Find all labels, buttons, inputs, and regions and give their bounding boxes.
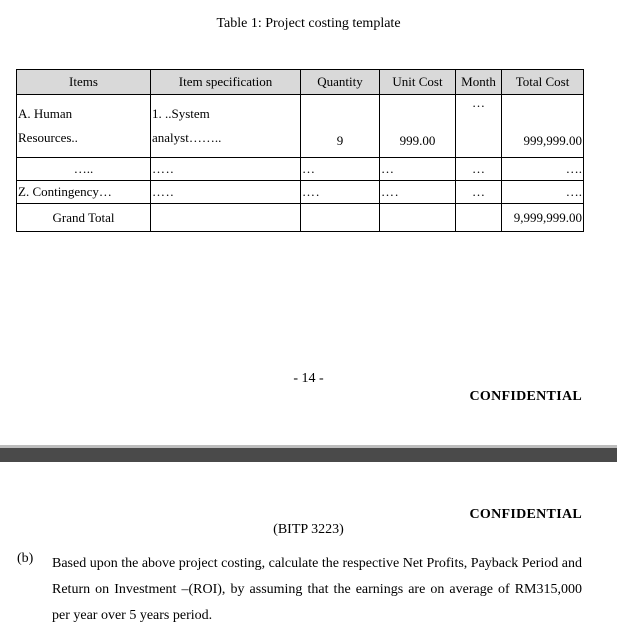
project-costing-table	[16, 69, 584, 232]
cell-month: …	[456, 181, 502, 204]
cell-total-cost: ….	[502, 181, 584, 204]
cell-unit-cost: 999.00	[380, 95, 456, 158]
cell-spec	[151, 95, 301, 158]
table-row	[17, 95, 584, 158]
cell-quantity: ….	[301, 181, 380, 204]
grand-total-value: 9,999,999.00	[502, 204, 584, 232]
cell-total-cost: 999,999.00	[502, 95, 584, 158]
cell-empty	[456, 204, 502, 232]
page-divider	[0, 448, 617, 462]
cell-month: …	[456, 158, 502, 181]
header-quantity: Quantity	[301, 70, 380, 95]
table-header-row	[17, 70, 584, 95]
cell-item	[17, 95, 151, 158]
cell-total-cost: ….	[502, 158, 584, 181]
header-unit-cost: Unit Cost	[380, 70, 456, 95]
cell-quantity: 9	[301, 95, 380, 158]
header-month: Month	[456, 70, 502, 95]
table-row	[17, 181, 584, 204]
cell-month: …	[456, 95, 502, 158]
cell-spec: …..	[151, 181, 301, 204]
cell-unit-cost: …	[380, 158, 456, 181]
confidential-label-bottom: CONFIDENTIAL	[469, 507, 582, 522]
cell-item: …..	[17, 158, 151, 181]
table-caption: Table 1: Project costing template	[216, 16, 401, 31]
cell-unit-cost: ….	[380, 181, 456, 204]
grand-total-label: Grand Total	[17, 204, 151, 232]
header-item-specification: Item specification	[151, 70, 301, 95]
course-code: (BITP 3223)	[273, 522, 344, 537]
cell-empty	[301, 204, 380, 232]
cell-quantity: …	[301, 158, 380, 181]
item-line: A. Human	[18, 106, 73, 121]
cell-empty	[380, 204, 456, 232]
cell-spec: …..	[151, 158, 301, 181]
confidential-label-top: CONFIDENTIAL	[469, 389, 582, 404]
cell-empty	[151, 204, 301, 232]
question-label: (b)	[17, 551, 34, 566]
item-line: Resources..	[18, 130, 78, 145]
cell-item: Z. Contingency…	[17, 181, 151, 204]
page-number: - 14 -	[293, 371, 324, 386]
header-items: Items	[17, 70, 151, 95]
question-text: Based upon the above project costing, calculate the respective Net Profits, Payback Period and Return on Investment –(ROI), by assuming that the earnings are on average of RM315,000 per year over 5 years period.	[52, 556, 582, 623]
spec-line: analyst……..	[152, 130, 222, 145]
header-total-cost: Total Cost	[502, 70, 584, 95]
spec-line: 1. ..System	[152, 106, 210, 121]
grand-total-row	[17, 204, 584, 232]
table-row	[17, 158, 584, 181]
